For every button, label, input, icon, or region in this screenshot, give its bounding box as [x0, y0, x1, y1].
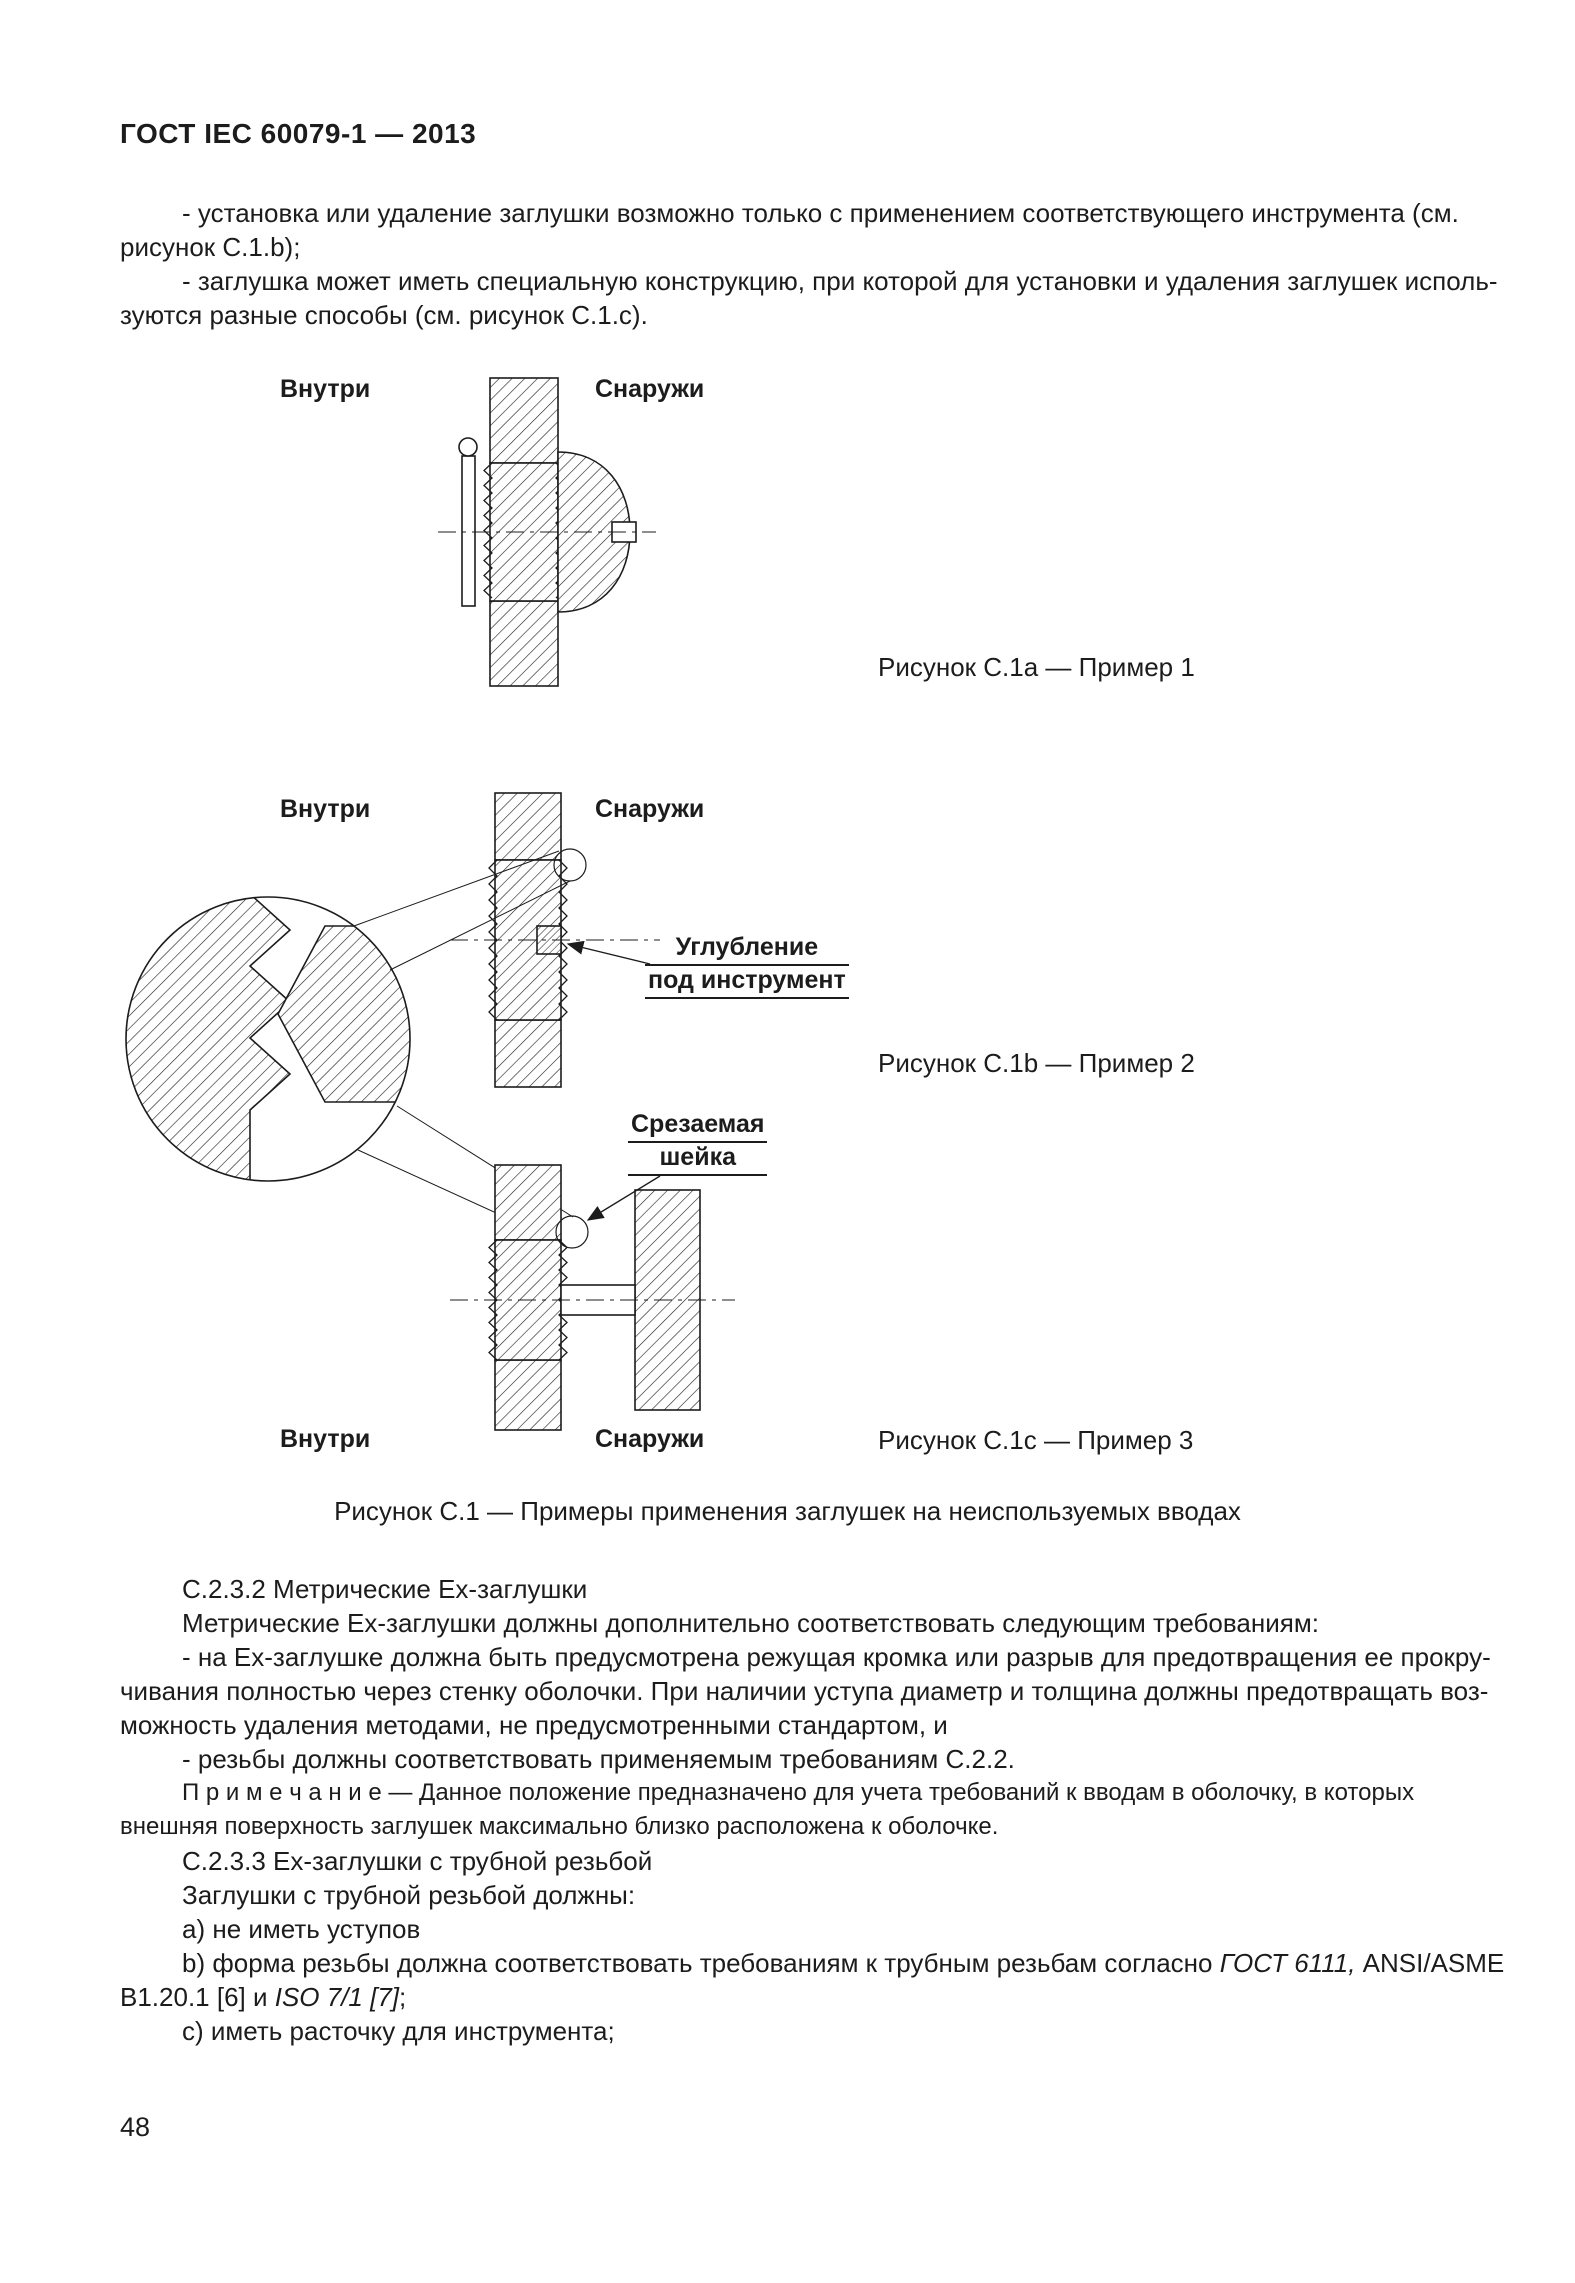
list-item-a: a) не иметь уступов: [182, 1914, 421, 1944]
label-outside-b: Снаружи: [595, 795, 705, 823]
label-outside-c: Снаружи: [595, 1425, 705, 1453]
body-line: - резьбы должны соответствовать применяемым требованиям С.2.2.: [182, 1744, 1015, 1774]
figure-c1a-plug: [438, 378, 656, 686]
reference-iso-7-1: ISO 7/1 [7]: [274, 1982, 400, 2012]
page-number: 48: [120, 2112, 151, 2142]
caption-figure-c1b: Рисунок С.1b — Пример 2: [878, 1048, 1195, 1078]
list-item-b-cont: [120, 1980, 1505, 2014]
standard-number: ГОСТ IEC 60079-1 — 2013: [120, 118, 477, 149]
intro-paragraphs: [120, 196, 1505, 332]
recess-callout-arrow: [568, 944, 650, 964]
body-line: чивания полностью через стенку оболочки. При наличии уступа диаметр и толщина должны предотвращать воз-: [120, 1676, 1489, 1706]
body-line: - на Ех-заглушке должна быть предусмотрена режущая кромка или разрыв для предотвращения ее прокру-: [182, 1642, 1491, 1672]
caption-figure-c1a: Рисунок С.1а — Пример 1: [878, 652, 1195, 682]
figure-c1-drawing: [100, 370, 1100, 1485]
intro-line-1: - установка или удаление заглушки возможно только с применением соответствующего инструмента (см.: [182, 198, 1459, 228]
callout-line: Углубление: [645, 933, 849, 966]
list-item-b: [120, 1946, 1505, 1980]
list-item-b-text: ;: [399, 1982, 407, 2012]
caption-figure-c1: Рисунок С.1 — Примеры применения заглушек на неиспользуемых вводах: [334, 1496, 1241, 1526]
clip-pin-head: [459, 438, 477, 456]
body-line: Заглушки с трубной резьбой должны:: [182, 1880, 636, 1910]
label-inside-a: Внутри: [280, 375, 371, 403]
body-line: Метрические Ех-заглушки должны дополнительно соответствовать следующим требованиям:: [182, 1608, 1319, 1638]
intro-line-4: зуются разные способы (см. рисунок С.1.с).: [120, 300, 648, 330]
reference-gost-6111: ГОСТ 6111,: [1219, 1948, 1356, 1978]
list-item-b-text: ANSI/ASME: [1355, 1948, 1505, 1978]
wall-section-bottom: [495, 1360, 561, 1430]
list-item-c: c) иметь расточку для инструмента;: [182, 2016, 615, 2046]
callout-shear-neck: [628, 1110, 767, 1176]
wall-section-top: [495, 793, 561, 860]
body-text: [120, 1572, 1505, 2048]
note-line: внешняя поверхность заглушек максимально близко расположена к оболочке.: [120, 1813, 999, 1840]
wall-section-bottom: [495, 1020, 561, 1087]
list-item-b-text: B1.20.1 [6] и: [120, 1982, 275, 2012]
intro-line-3: - заглушка может иметь специальную конструкцию, при которой для установки и удаления заглушек исполь-: [182, 266, 1498, 296]
intro-line-2: рисунок С.1.b);: [120, 232, 301, 262]
wall-thread-profile: [125, 894, 290, 1184]
label-outside-a: Снаружи: [595, 375, 705, 403]
callout-tool-recess: [645, 933, 849, 999]
body-line: можность удаления методами, не предусмотренными стандартом, и: [120, 1710, 948, 1740]
section-heading-c233: С.2.3.3 Ех-заглушки с трубной резьбой: [182, 1846, 653, 1876]
note-line: П р и м е ч а н и е — Данное положение предназначено для учета требований к вводам в оболочку, в которых: [182, 1779, 1415, 1806]
caption-figure-c1c: Рисунок С.1с — Пример 3: [878, 1425, 1194, 1455]
wall-section-top: [490, 378, 558, 463]
callout-line: Срезаемая: [628, 1110, 767, 1143]
figure-c1b-plug: [450, 793, 660, 1087]
wall-section-top: [495, 1165, 561, 1240]
list-item-b-text: b) форма резьбы должна соответствовать требованиям к трубным резьбам согласно: [182, 1948, 1220, 1978]
wall-section-bottom: [490, 601, 558, 686]
callout-line: под инструмент: [645, 966, 849, 999]
figure-c1c-plug: [450, 1165, 735, 1430]
label-inside-c: Внутри: [280, 1425, 371, 1453]
retaining-clip: [462, 456, 475, 606]
label-inside-b: Внутри: [280, 795, 371, 823]
callout-line: шейка: [628, 1143, 767, 1176]
plug-cutting-edge: [278, 926, 413, 1102]
section-heading-c232: С.2.3.2 Метрические Ех-заглушки: [182, 1574, 588, 1604]
